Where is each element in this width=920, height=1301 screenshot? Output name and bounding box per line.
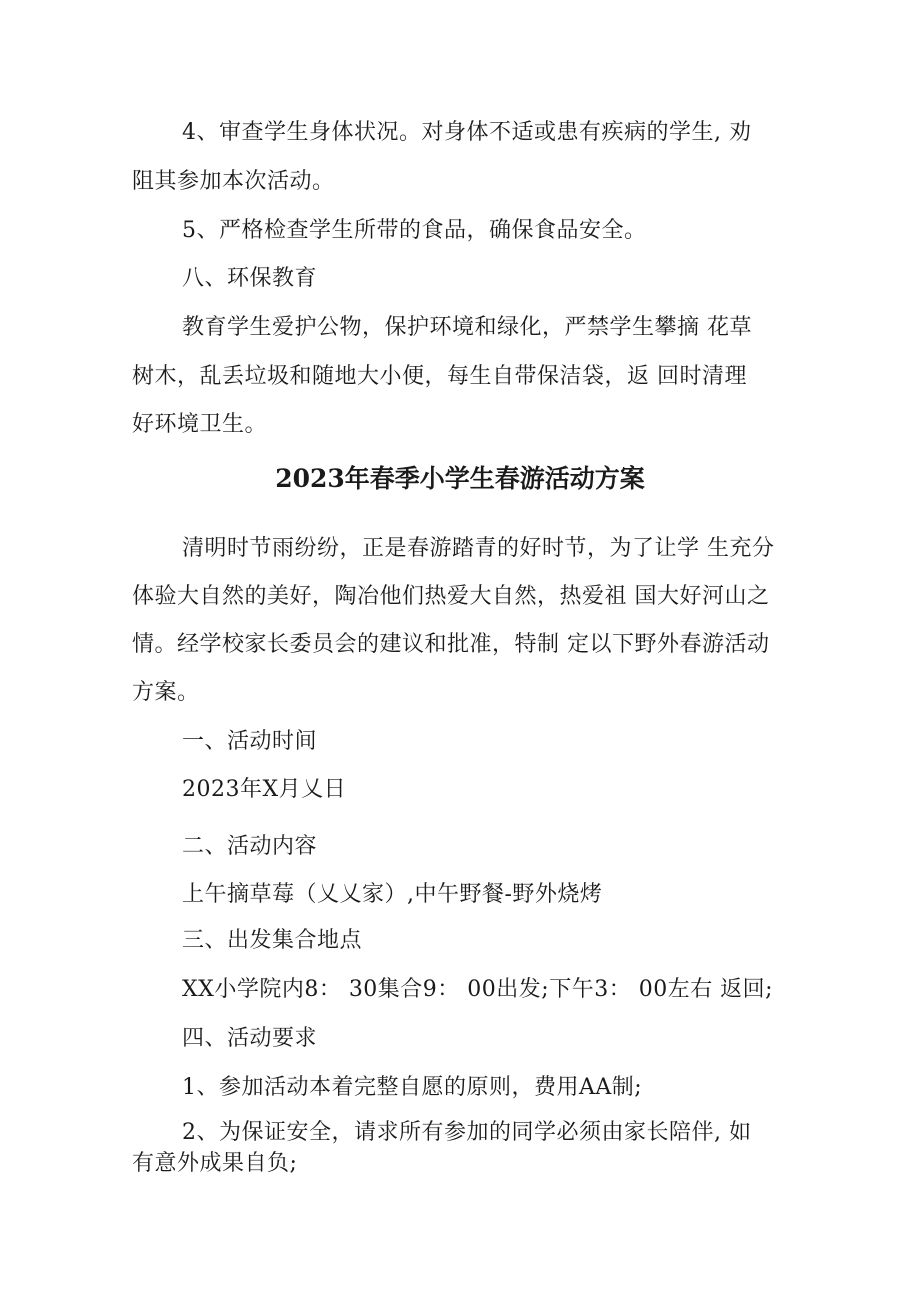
document-title: 2023年春季小学生春游活动方案 (275, 464, 645, 493)
section-heading: 二、活动内容 (182, 834, 318, 859)
paragraph-line: 体验大自然的美好，陶冶他们热爱大自然，热爱祖 国大好河山之 (132, 584, 770, 609)
paragraph-line: 5、严格检查学生所带的食品，确保食品安全。 (182, 218, 647, 243)
section-heading: 三、出发集合地点 (182, 928, 363, 953)
paragraph-line: 好环境卫生。 (132, 412, 268, 437)
paragraph-line: 上午摘草莓（乂乂家）,中午野餐-野外烧烤 (182, 882, 603, 907)
paragraph-line: 情。经学校家长委员会的建议和批准，特制 定以下野外春游活动 (132, 632, 770, 657)
paragraph-line: 清明时节雨纷纷，正是春游踏青的好时节，为了让学 生充分 (182, 536, 775, 561)
section-heading: 四、活动要求 (182, 1026, 318, 1051)
paragraph-line: 4、审查学生身体状况。对身体不适或患有疾病的学生, 劝 (182, 120, 752, 145)
paragraph-line: 2023年X月乂日 (182, 777, 347, 802)
paragraph-line: 2、为保证安全，请求所有参加的同学必须由家长陪伴, 如 (182, 1120, 752, 1145)
paragraph-line: 树木，乱丢垃圾和随地大小便，每生自带保洁袋，返 回时清理 (132, 364, 747, 389)
section-heading: 一、活动时间 (182, 729, 318, 754)
section-heading: 八、环保教育 (182, 266, 318, 291)
paragraph-line: 方案。 (132, 680, 200, 705)
paragraph-line: 教育学生爱护公物，保护环境和绿化，严禁学生攀摘 花草 (182, 315, 752, 340)
paragraph-line: 阻其参加本次活动。 (132, 169, 335, 194)
paragraph-line: XX小学院内8： 30集合9： 00出发;下午3： 00左右 返回; (182, 977, 774, 1002)
paragraph-line: 1、参加活动本着完整自愿的原则，费用AA制; (182, 1075, 643, 1100)
paragraph-line: 有意外成果自负; (132, 1151, 298, 1176)
